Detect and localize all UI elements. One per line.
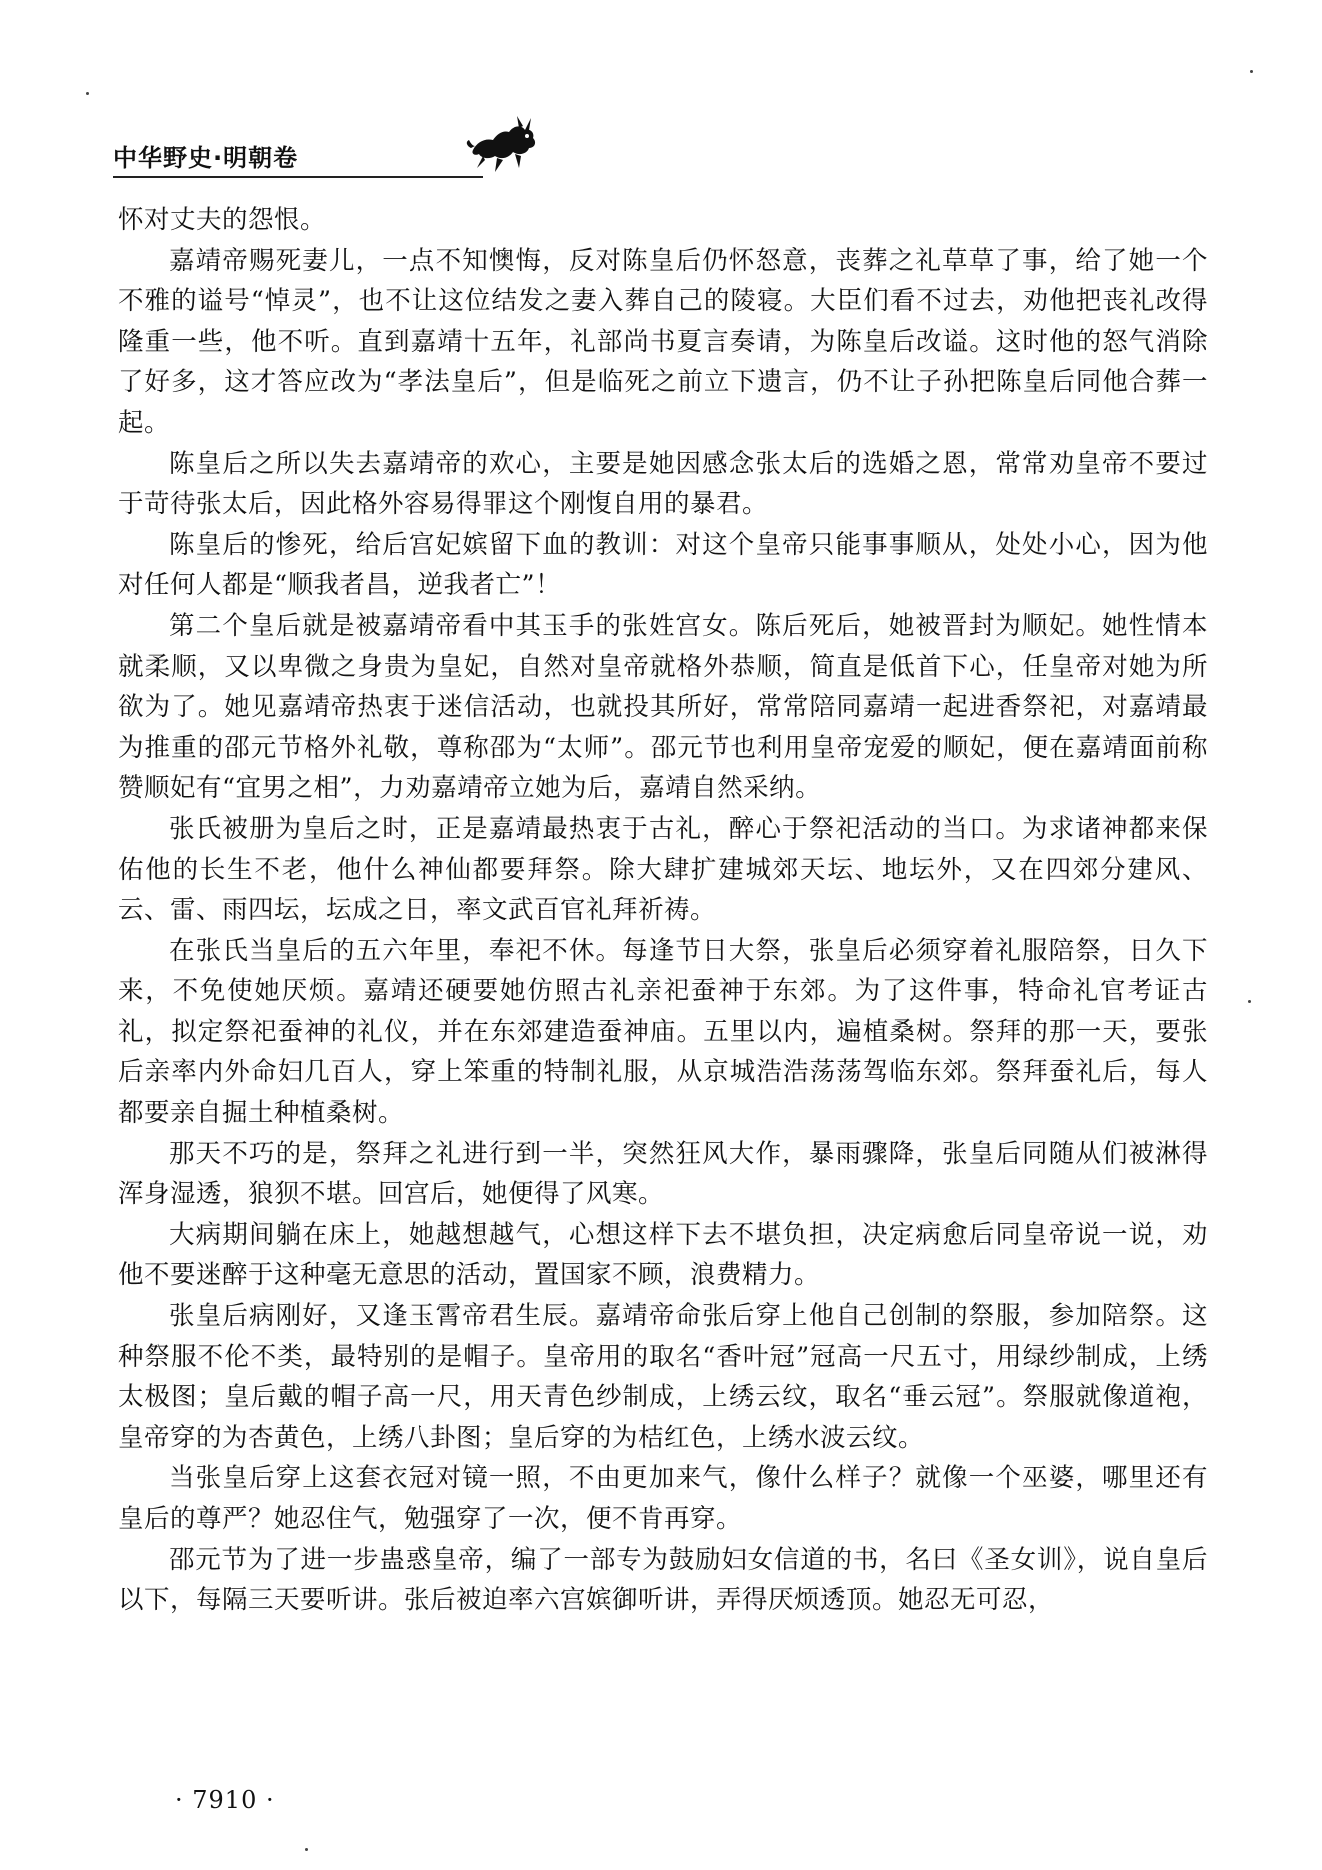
dragon-icon bbox=[463, 112, 543, 174]
running-head-title: 中华野史·明朝卷 bbox=[113, 144, 299, 172]
paragraph-4: 陈皇后的惨死，给后宫妃嫔留下血的教训：对这个皇帝只能事事顺从，处处小心，因为他对任何人都是“顺我者昌，逆我者亡”！ bbox=[118, 529, 1208, 601]
scan-speck bbox=[1248, 1000, 1251, 1003]
paragraph-6: 张氏被册为皇后之时，正是嘉靖最热衷于古礼，醉心于祭祀活动的当口。为求诸神都来保佑他的长生不老，他什么神仙都要拜祭。除大肆扩建城郊天坛、地坛外，又在四郊分建风、云、雷、雨四坛，坛成之日，率文武百官礼拜祈祷。 bbox=[118, 813, 1208, 926]
page-number: · 7910 · bbox=[175, 1786, 275, 1814]
page-header bbox=[113, 112, 1213, 182]
paragraph-11: 当张皇后穿上这套衣冠对镜一照，不由更加来气，像什么样子？就像一个巫婆，哪里还有皇后的尊严？她忍住气，勉强穿了一次，便不肯再穿。 bbox=[118, 1463, 1208, 1534]
paragraph-2: 嘉靖帝赐死妻儿，一点不知懊悔，反对陈皇后仍怀怒意，丧葬之礼草草了事，给了她一个不雅的谥号“悼灵”，也不让这位结发之妻入葬自己的陵寝。大臣们看不过去，劝他把丧礼改得隆重一些，他不听。直到嘉靖十五年，礼部尚书夏言奏请，为陈皇后改谥。这时他的怒气消除了好多，这才答应改为“孝法皇后”，但是临死之前立下遗言，仍不让子孙把陈皇后同他合葬一起。 bbox=[118, 245, 1208, 438]
scan-speck bbox=[1250, 70, 1253, 73]
paragraph-1: 怀对丈夫的怨恨。 bbox=[118, 205, 327, 235]
paragraph-12: 邵元节为了进一步蛊惑皇帝，编了一部专为鼓励妇女信道的书，名曰《圣女训》，说自皇后以下，每隔三天要听讲。张后被迫率六宫嫔御听讲，弄得厌烦透顶。她忍无可忍， bbox=[118, 1544, 1208, 1616]
body-text bbox=[118, 200, 1208, 1621]
paragraph-10: 张皇后病刚好，又逢玉霄帝君生辰。嘉靖帝命张后穿上他自己创制的祭服，参加陪祭。这种祭服不伦不类，最特别的是帽子。皇帝用的取名“香叶冠”冠高一尺五寸，用绿纱制成，上绣太极图；皇后戴的帽子高一尺，用天青色纱制成，上绣云纹，取名“垂云冠”。祭服就像道袍，皇帝穿的为杏黄色，上绣八卦图；皇后穿的为桔红色，上绣水波云纹。 bbox=[118, 1301, 1208, 1453]
scan-speck bbox=[305, 1848, 308, 1851]
paragraph-7: 在张氏当皇后的五六年里，奉祀不休。每逢节日大祭，张皇后必须穿着礼服陪祭，日久下来，不免使她厌烦。嘉靖还硬要她仿照古礼亲祀蚕神于东郊。为了这件事，特命礼官考证古礼，拟定祭祀蚕神的礼仪，并在东郊建造蚕神庙。五里以内，遍植桑树。祭拜的那一天，要张后亲率内外命妇几百人，穿上笨重的特制礼服，从京城浩浩荡荡驾临东郊。祭拜蚕礼后，每人都要亲自掘土种植桑树。 bbox=[118, 935, 1208, 1129]
scan-speck bbox=[86, 92, 89, 95]
header-rule bbox=[113, 176, 483, 178]
paragraph-8: 那天不巧的是，祭拜之礼进行到一半，突然狂风大作，暴雨骤降，张皇后同随从们被淋得浑身湿透，狼狈不堪。回宫后，她便得了风寒。 bbox=[118, 1138, 1208, 1210]
paragraph-3: 陈皇后之所以失去嘉靖帝的欢心，主要是她因感念张太后的选婚之恩，常常劝皇帝不要过于苛待张太后，因此格外容易得罪这个刚愎自用的暴君。 bbox=[118, 448, 1208, 520]
paragraph-9: 大病期间躺在床上，她越想越气，心想这样下去不堪负担，决定病愈后同皇帝说一说，劝他不要迷醉于这种毫无意思的活动，置国家不顾，浪费精力。 bbox=[118, 1219, 1208, 1291]
paragraph-5: 第二个皇后就是被嘉靖帝看中其玉手的张姓宫女。陈后死后，她被晋封为顺妃。她性情本就柔顺，又以卑微之身贵为皇妃，自然对皇帝就格外恭顺，简直是低首下心，任皇帝对她为所欲为了。她见嘉靖帝热衷于迷信活动，也就投其所好，常常陪同嘉靖一起进香祭祀，对嘉靖最为推重的邵元节格外礼敬，尊称邵为“太师”。邵元节也利用皇帝宠爱的顺妃，便在嘉靖面前称赞顺妃有“宜男之相”，力劝嘉靖帝立她为后，嘉靖自然采纳。 bbox=[118, 610, 1208, 804]
